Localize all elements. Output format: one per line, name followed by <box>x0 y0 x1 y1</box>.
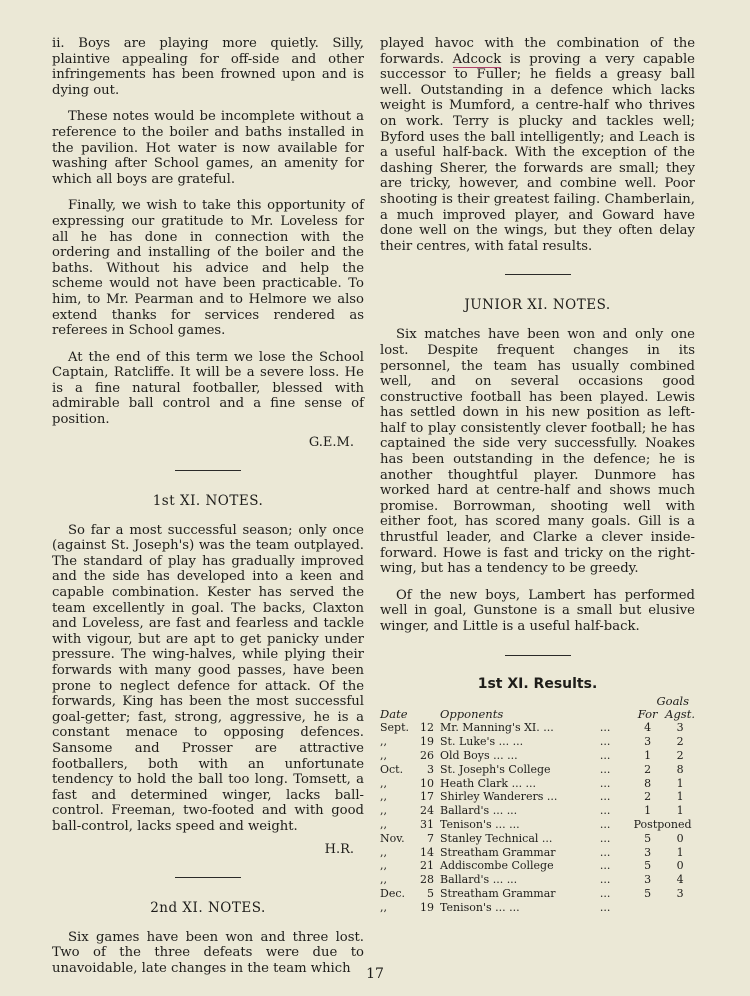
table-row <box>380 790 695 804</box>
result-goals-against: 3 <box>676 721 684 735</box>
result-month: ,, <box>380 859 387 873</box>
results-body <box>380 721 695 914</box>
table-row <box>380 873 695 887</box>
result-opponent: Ballard's ... ... <box>440 804 518 818</box>
paragraph-second-xi: Six games have been won and three lost. Two of the three defeats were due to unavoidable, late changes in the team which <box>52 929 364 976</box>
result-month: Sept. <box>380 721 410 735</box>
result-opponent: Tenison's ... ... <box>440 817 520 831</box>
result-opponent: Tenison's ... ... <box>440 900 520 914</box>
paragraph-first-xi: So far a most successful season; only once (against St. Joseph's) was the team outplayed. The standard of play has gradually improved and the side has developed into a keen and capable combination. Kester has served the team excellently in goal. The backs, Claxton and Loveless, are fast and fearless and tackle with vigour, but are apt to get panicky under pressure. The wing-halves, while plying their forwards with many good passes, have been prone to neglect defence for attack. Of the forwards, King has been the most successful goal-getter; fast, strong, aggressive, he is a constant menace to opposing defences. Sansome and Prosser are attractive footballers, both with an unfortunate tendency to hold the ball too long. Tomsett, a fast and determined winger, lacks ball-control. Freeman, two-footed and with good ball-control, lacks speed and weight. <box>52 522 364 834</box>
result-status: Postponed <box>633 817 692 831</box>
result-month: ,, <box>380 873 387 887</box>
result-leader-dots: ... <box>599 817 611 831</box>
result-goals-for: 8 <box>644 776 652 790</box>
paragraph-new-boys: Of the new boys, Lambert has performed well in goal, Gunstone is a small but elusive winger, and Little is a useful half-back. <box>380 587 695 634</box>
result-leader-dots: ... <box>599 886 611 900</box>
result-opponent: Ballard's ... ... <box>440 873 518 887</box>
result-goals-for: 5 <box>644 886 652 900</box>
result-opponent: St. Joseph's College <box>440 762 551 776</box>
section-divider <box>505 274 571 275</box>
result-goals-against: 1 <box>676 845 684 859</box>
results-table <box>380 708 695 915</box>
result-leader-dots: ... <box>599 748 611 762</box>
result-leader-dots: ... <box>599 859 611 873</box>
result-day: 28 <box>420 873 434 887</box>
result-goals-for: 1 <box>644 804 652 818</box>
result-month: ,, <box>380 735 387 749</box>
result-goals-against: 0 <box>676 859 684 873</box>
result-goals-for: 1 <box>644 748 652 762</box>
result-month: Nov. <box>380 831 405 845</box>
table-row <box>380 859 695 873</box>
result-goals-against: 2 <box>676 735 684 749</box>
table-row <box>380 846 695 860</box>
result-leader-dots: ... <box>599 900 611 914</box>
table-row <box>380 749 695 763</box>
result-opponent: Shirley Wanderers ... <box>440 790 558 804</box>
result-leader-dots: ... <box>599 721 611 735</box>
result-day: 12 <box>420 721 434 735</box>
result-goals-against: 1 <box>676 790 684 804</box>
for-header: For <box>637 706 658 721</box>
result-month: ,, <box>380 845 387 859</box>
result-goals-for: 4 <box>644 721 652 735</box>
table-row <box>380 777 695 791</box>
result-month: ,, <box>380 748 387 762</box>
result-day: 21 <box>420 859 434 873</box>
result-day: 7 <box>427 831 434 845</box>
underlined-name: Adcock <box>452 51 502 67</box>
text-fragment: played havoc with the combination of the forwards. <box>380 36 695 67</box>
table-row <box>380 818 695 832</box>
result-opponent: Stanley Technical ... <box>440 831 553 845</box>
result-goals-for: 5 <box>644 831 652 845</box>
text-fragment: is proving a very capable successor to Fuller; he fields a greasy ball well. Outstanding in a defence which lacks weight is Mumford, a centre-half who thrives on work. Terry is plucky and tackles well; Byford uses the ball intelligently; and Leach is a useful half-back. With the exception of the dashing Sherer, the forwards are small; they are tricky, however, and combine well. Poor shooting is their greatest failing. Chamberlain, a much improved player, and Goward have done well on the wings, but they often delay their centres, with fatal results. <box>380 51 695 254</box>
result-day: 26 <box>420 748 434 762</box>
paragraph-junior-xi: Six matches have been won and only one lost. Despite frequent changes in its personnel, the team has usually combined well, and on several occasions good constructive football has been played. Lewis has settled down in his new position as left-half to play consistently clever football; he has captained the side very successfully. Noakes has been outstanding in the defence; he is another thoughtful player. Dunmore has worked hard at centre-half and shows much promise. Borrowman, shooting well with either foot, has scored many goals. Gill is a thrustful leader, and Clarke a clever inside-forward. Howe is fast and tricky on the right-wing, but has a tendency to be greedy. <box>380 327 695 577</box>
paragraph-second-xi-continued <box>380 36 695 254</box>
opponents-header: Opponents <box>440 706 504 721</box>
result-goals-against: 1 <box>676 776 684 790</box>
result-goals-for: 3 <box>644 845 652 859</box>
section-divider <box>175 470 241 471</box>
result-opponent: Streatham Grammar <box>440 845 556 859</box>
heading-first-xi-notes: 1st XI. NOTES. <box>152 492 264 509</box>
result-opponent: Streatham Grammar <box>440 886 556 900</box>
result-opponent: Mr. Manning's XI. ... <box>440 721 554 735</box>
result-day: 5 <box>427 886 434 900</box>
table-row <box>380 887 695 901</box>
result-month: ,, <box>380 776 387 790</box>
date-header: Date <box>380 706 408 721</box>
result-month: ,, <box>380 900 387 914</box>
left-column <box>52 36 364 976</box>
result-day: 31 <box>420 817 434 831</box>
result-leader-dots: ... <box>599 776 611 790</box>
result-leader-dots: ... <box>599 762 611 776</box>
result-goals-against: 0 <box>676 831 684 845</box>
results-header-row <box>380 708 695 722</box>
results-title: 1st XI. Results. <box>477 675 598 692</box>
result-leader-dots: ... <box>599 831 611 845</box>
result-goals-against <box>665 901 695 915</box>
table-row <box>380 735 695 749</box>
paragraph-boiler-baths: These notes would be incomplete without a reference to the boiler and baths installed in the pavilion. Hot water is now available for washing after School games, an amenity for which all boys are grateful. <box>52 109 364 187</box>
result-goals-for: 2 <box>644 762 652 776</box>
result-opponent: Heath Clark ... ... <box>440 776 537 790</box>
result-month: ,, <box>380 804 387 818</box>
spacer-header <box>580 708 630 722</box>
result-day: 14 <box>420 845 434 859</box>
result-goals-for <box>630 901 665 915</box>
result-goals-for: 2 <box>644 790 652 804</box>
paragraph-quiet-play: ii. Boys are playing more quietly. Silly, plaintive appealing for off-side and other infringements has been frowned upon and is dying out. <box>52 36 364 98</box>
right-column <box>380 36 695 915</box>
agst-header: Agst. <box>665 706 695 721</box>
signature-hr: H.R. <box>324 841 354 857</box>
result-day: 19 <box>420 900 434 914</box>
result-month: Dec. <box>380 886 405 900</box>
result-goals-for: 3 <box>644 735 652 749</box>
heading-second-xi-notes: 2nd XI. NOTES. <box>150 899 266 916</box>
signature-gem: G.E.M. <box>308 434 354 450</box>
result-goals-for: 3 <box>644 873 652 887</box>
result-leader-dots: ... <box>599 735 611 749</box>
result-leader-dots: ... <box>599 804 611 818</box>
result-day: 3 <box>427 762 434 776</box>
goals-header: Goals <box>656 693 689 708</box>
result-leader-dots: ... <box>599 845 611 859</box>
result-leader-dots: ... <box>599 790 611 804</box>
table-row <box>380 832 695 846</box>
paragraph-captain: At the end of this term we lose the School Captain, Ratcliffe. It will be a severe loss. He is a fine natural footballer, blessed with admirable ball control and a fine sense of position. <box>52 349 364 428</box>
table-row <box>380 901 695 915</box>
result-opponent: Old Boys ... ... <box>440 748 518 762</box>
paragraph-gratitude: Finally, we wish to take this opportunity of expressing our gratitude to Mr. Loveless for all he has done in connection with the ordering and installing of the boiler and the baths. Without his advice and help the scheme would not have been practicable. To him, to Mr. Pearman and to Helmore we also extend thanks for services rendered as referees in School games. <box>52 198 364 339</box>
result-day: 17 <box>420 790 434 804</box>
result-goals-against: 8 <box>676 762 684 776</box>
result-leader-dots: ... <box>599 873 611 887</box>
result-month: ,, <box>380 790 387 804</box>
result-goals-against: 4 <box>676 873 684 887</box>
table-row <box>380 721 695 735</box>
result-month: ,, <box>380 817 387 831</box>
section-divider <box>505 655 571 656</box>
result-day: 24 <box>420 804 434 818</box>
result-opponent: Addiscombe College <box>440 859 554 873</box>
result-opponent: St. Luke's ... ... <box>440 735 524 749</box>
heading-junior-xi-notes: JUNIOR XI. NOTES. <box>464 297 611 314</box>
page-number: 17 <box>366 966 384 982</box>
section-divider <box>175 877 241 878</box>
result-goals-against: 1 <box>676 804 684 818</box>
result-day: 10 <box>420 776 434 790</box>
result-goals-for: 5 <box>644 859 652 873</box>
table-row <box>380 804 695 818</box>
result-goals-against: 3 <box>676 886 684 900</box>
result-month: Oct. <box>380 762 404 776</box>
table-row <box>380 763 695 777</box>
result-day: 19 <box>420 735 434 749</box>
result-goals-against: 2 <box>676 748 684 762</box>
